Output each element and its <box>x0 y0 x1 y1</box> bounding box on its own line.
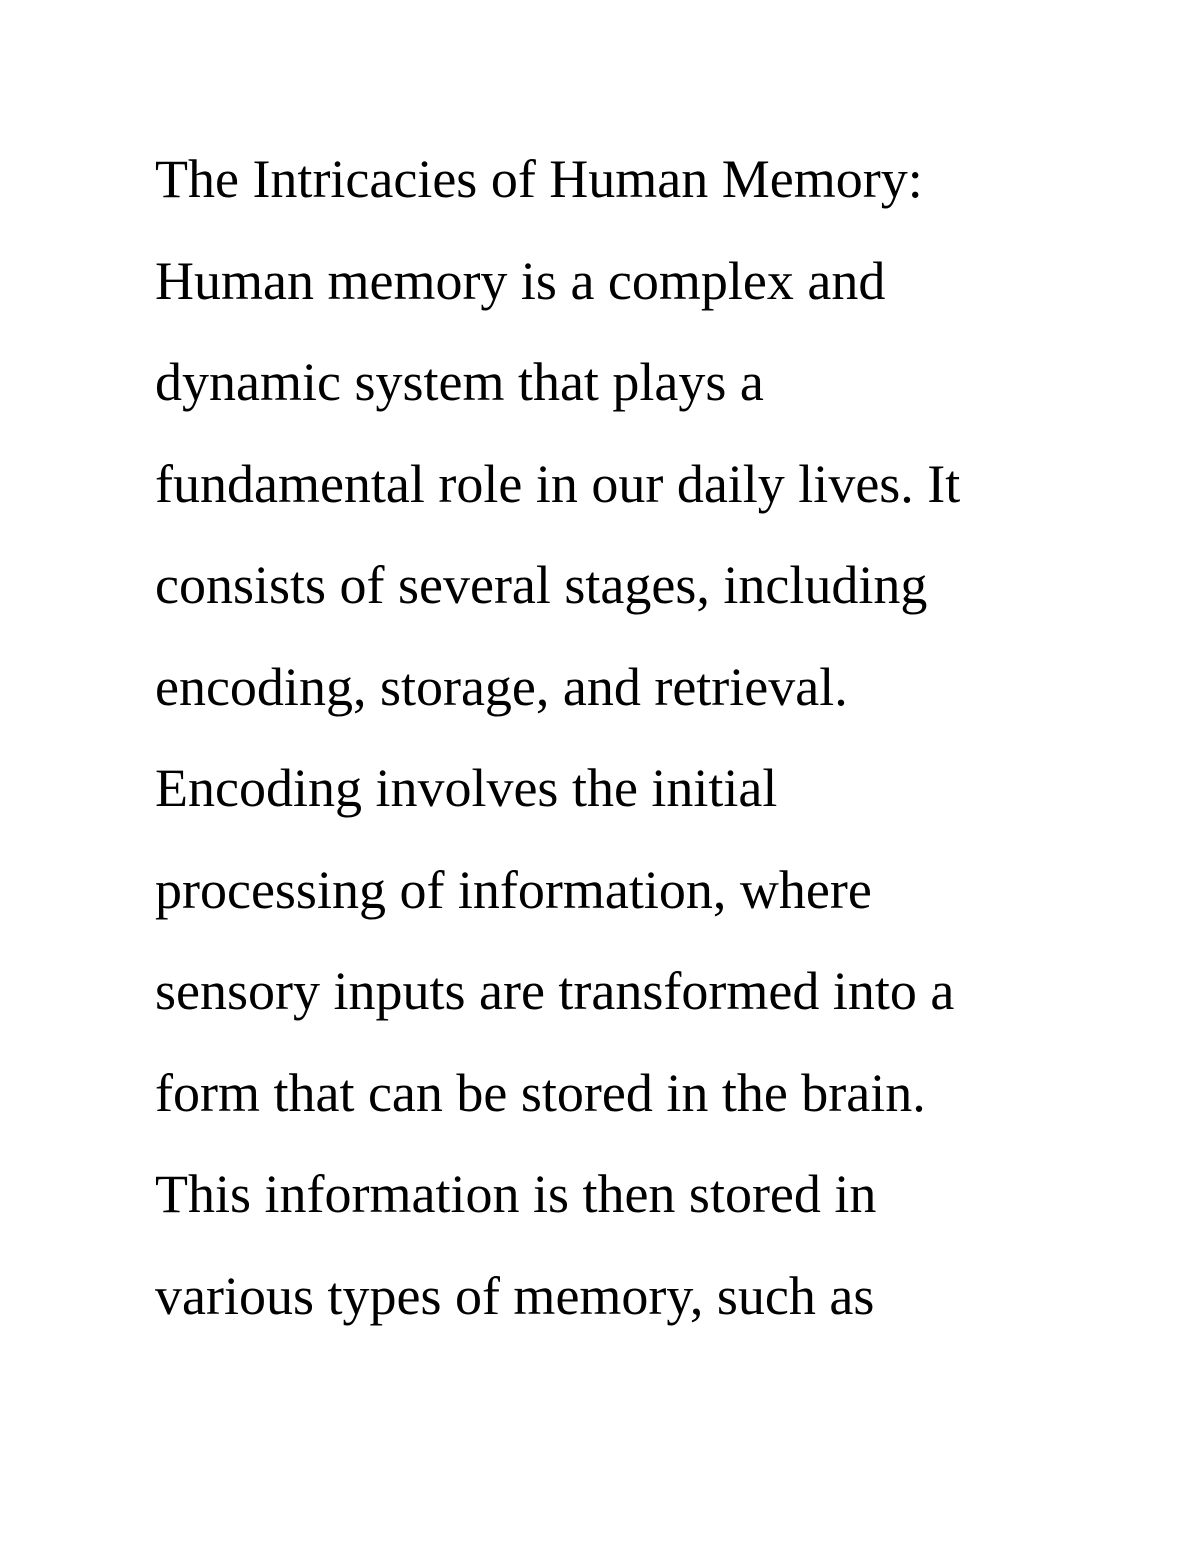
document-text-line: sensory inputs are transformed into a <box>155 961 955 1021</box>
document-text-line: processing of information, where <box>155 859 872 920</box>
document-title-line: The Intricacies of Human Memory: <box>155 149 923 209</box>
document-text-line: consists of several stages, including <box>155 555 928 615</box>
document-text-line: dynamic system that plays a <box>155 352 764 412</box>
document-text-line: Human memory is a complex and <box>155 250 886 311</box>
document-text-line: fundamental role in our daily lives. It <box>155 453 961 514</box>
document-text-line: encoding, storage, and retrieval. <box>155 656 848 717</box>
document-text-line: various types of memory, such as <box>155 1265 875 1326</box>
document-text-line: form that can be stored in the brain. <box>155 1062 926 1123</box>
document-text-line: Encoding involves the initial <box>155 758 778 818</box>
document-text-line: This information is then stored in <box>155 1164 877 1224</box>
document-body <box>155 146 1115 1364</box>
